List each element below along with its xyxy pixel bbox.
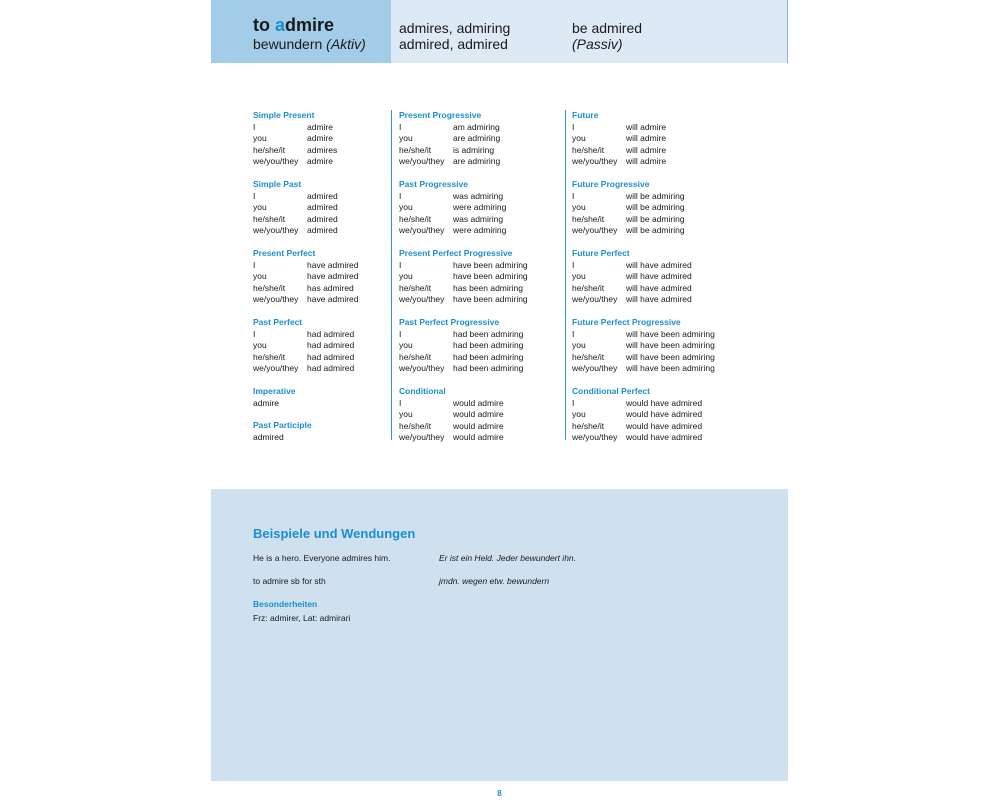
pronoun: we/you/they [572, 363, 618, 373]
conjugation-row [572, 133, 742, 145]
tense-title: Future Progressive [572, 179, 650, 189]
verb-form: will admire [626, 121, 667, 132]
conjugation-row [572, 432, 742, 444]
pronoun: he/she/it [572, 351, 605, 362]
verb-form: had been admiring [453, 340, 524, 350]
infinitive-highlight: a [275, 15, 286, 35]
verb-form: had admired [307, 363, 355, 373]
pronoun: I [572, 190, 575, 201]
pronoun: you [572, 409, 586, 419]
pronoun: he/she/it [253, 282, 286, 293]
conjugation-row [399, 294, 559, 306]
verb-form: will admire [626, 144, 667, 155]
verb-form: will be admiring [626, 225, 685, 235]
conjugation-row [572, 202, 742, 214]
verb-form: will have admired [626, 259, 692, 270]
tense-block [399, 179, 559, 248]
pronoun: he/she/it [253, 213, 286, 224]
conjugation-row [399, 409, 559, 421]
tense-title: Future [572, 110, 599, 120]
conjugation-row [572, 398, 742, 410]
pronoun: you [399, 271, 413, 281]
verb-form: will be admiring [626, 190, 685, 201]
pronoun: he/she/it [572, 420, 605, 431]
conjugation-row [399, 329, 559, 341]
tense-title: Future Perfect [572, 248, 630, 258]
conjugation-row [399, 352, 559, 364]
tense-block [572, 317, 742, 386]
conjugation-row [572, 283, 742, 295]
besonderheiten-title: Besonderheiten [253, 599, 318, 609]
pronoun: he/she/it [399, 144, 432, 155]
pronoun: we/you/they [399, 432, 445, 442]
verb-form: had been admiring [453, 351, 524, 362]
tense-title: Simple Past [253, 179, 302, 189]
passive-line2: (Passiv) [572, 36, 623, 52]
conjugation-row [253, 156, 383, 168]
conjugation-row [253, 340, 383, 352]
pronoun: we/you/they [572, 156, 618, 166]
pronoun: we/you/they [572, 294, 618, 304]
conjugation-row [399, 214, 559, 226]
tense-title: Present Progressive [399, 110, 482, 120]
verb-form: was admiring [453, 213, 504, 224]
conjugation-row [253, 145, 383, 157]
conjugation-row [572, 352, 742, 364]
examples-box [211, 489, 788, 781]
conjugation-row [572, 294, 742, 306]
imperative-title: Imperative [253, 386, 296, 396]
conjugation-row [253, 133, 383, 145]
translation-word: bewundern [253, 36, 323, 52]
tense-column-1 [253, 110, 383, 454]
column-divider [565, 110, 566, 440]
example-english: He is a hero. Everyone admires him. [253, 553, 391, 563]
passive-forms [572, 20, 642, 52]
verb-form: have been admiring [453, 259, 528, 270]
conjugation-row [572, 260, 742, 272]
pronoun: we/you/they [399, 156, 445, 166]
pronoun: you [572, 133, 586, 143]
pronoun: he/she/it [399, 282, 432, 293]
pronoun: he/she/it [253, 144, 286, 155]
conjugation-row [399, 283, 559, 295]
conjugation-row [253, 363, 383, 375]
pronoun: you [572, 202, 586, 212]
passive-line1: be admired [572, 20, 643, 36]
conjugation-row [572, 421, 742, 433]
pronoun: you [399, 409, 413, 419]
conjugation-row [253, 191, 383, 203]
tense-column-3 [572, 110, 742, 455]
column-divider [391, 110, 392, 440]
verb-form: will have been admiring [626, 351, 715, 362]
tense-title: Past Progressive [399, 179, 468, 189]
conjugation-row [399, 156, 559, 168]
pronoun: we/you/they [572, 225, 618, 235]
header-edge-line [787, 0, 788, 63]
verb-forms-line1: admires, admiring [399, 20, 511, 36]
pronoun: he/she/it [572, 144, 605, 155]
pronoun: you [572, 340, 586, 350]
conjugation-row [253, 271, 383, 283]
conjugation-row [572, 409, 742, 421]
verb-form: admired [307, 225, 338, 235]
verb-form: has been admiring [453, 282, 523, 293]
example-german: jmdn. wegen etw. bewundern [439, 576, 550, 586]
verb-form: have admired [307, 294, 359, 304]
pronoun: we/you/they [253, 225, 299, 235]
translation-mode: (Aktiv) [326, 36, 366, 52]
verb-form: had been admiring [453, 363, 524, 373]
verb-form: had admired [307, 328, 355, 339]
example-german: Er ist ein Held. Jeder bewundert ihn. [439, 553, 577, 563]
conjugation-row [572, 145, 742, 157]
infinitive-rest: dmire [285, 15, 335, 35]
conjugation-row [399, 145, 559, 157]
tense-block [399, 386, 559, 455]
conjugation-row [253, 260, 383, 272]
pronoun: you [399, 202, 413, 212]
infinitive-prefix: to [253, 15, 275, 35]
page-number: 8 [497, 789, 502, 798]
conjugation-row [399, 398, 559, 410]
pronoun: I [572, 328, 575, 339]
verb-form: would have admired [626, 432, 703, 442]
conjugation-row [572, 191, 742, 203]
tense-block [253, 179, 383, 248]
verb-form: is admiring [453, 144, 495, 155]
verb-form: had been admiring [453, 328, 524, 339]
verb-form: admires [307, 144, 338, 155]
pronoun: you [253, 340, 267, 350]
tense-title: Past Perfect [253, 317, 303, 327]
conjugation-row [572, 329, 742, 341]
conjugation-row [399, 260, 559, 272]
conjugation-row [572, 271, 742, 283]
conjugation-row [399, 271, 559, 283]
conjugation-row [253, 352, 383, 364]
pronoun: we/you/they [399, 225, 445, 235]
pronoun: he/she/it [572, 282, 605, 293]
verb-form: will admire [626, 133, 667, 143]
past-participle-block [253, 420, 383, 454]
past-participle-title: Past Participle [253, 420, 312, 430]
besonderheiten-text: Frz: admirer, Lat: admirari [253, 613, 351, 623]
pronoun: he/she/it [253, 351, 286, 362]
translation [253, 36, 366, 52]
tense-block [399, 248, 559, 317]
pronoun: I [399, 121, 402, 132]
conjugation-row [399, 202, 559, 214]
verb-form: admire [307, 156, 333, 166]
pronoun: I [253, 328, 256, 339]
example-english: to admire sb for sth [253, 576, 326, 586]
conjugation-row [399, 432, 559, 444]
tense-title: Conditional [399, 386, 446, 396]
verb-form: will have been admiring [626, 363, 715, 373]
pronoun: I [399, 397, 402, 408]
pronoun: he/she/it [399, 213, 432, 224]
pronoun: I [253, 190, 256, 201]
pronoun: we/you/they [399, 294, 445, 304]
infinitive [253, 15, 334, 36]
verb-form: admired [307, 213, 338, 224]
conjugation-row [399, 363, 559, 375]
verb-form: have been admiring [453, 294, 528, 304]
pronoun: we/you/they [572, 432, 618, 442]
tense-title: Past Perfect Progressive [399, 317, 500, 327]
conjugation-row [253, 202, 383, 214]
pronoun: I [572, 397, 575, 408]
conjugation-row [572, 214, 742, 226]
verb-form: were admiring [453, 202, 507, 212]
pronoun: he/she/it [399, 351, 432, 362]
verb-forms [399, 20, 510, 52]
conjugation-row [399, 133, 559, 145]
tense-block [399, 317, 559, 386]
verb-form: would have admired [626, 420, 703, 431]
verb-form: are admiring [453, 156, 501, 166]
conjugation-row [572, 156, 742, 168]
pronoun: you [253, 202, 267, 212]
tense-block [253, 248, 383, 317]
verb-form: have admired [307, 259, 359, 270]
conjugation-row [572, 363, 742, 375]
conjugation-row [572, 225, 742, 237]
pronoun: you [399, 340, 413, 350]
verb-form: has admired [307, 282, 354, 293]
verb-form: admire [307, 121, 333, 132]
conjugation-row [399, 340, 559, 352]
tense-block [253, 110, 383, 179]
pronoun: you [572, 271, 586, 281]
conjugation-row [572, 340, 742, 352]
pronoun: we/you/they [399, 363, 445, 373]
verb-form: will have admired [626, 282, 692, 293]
imperative-value: admire [253, 397, 279, 408]
conjugation-row [399, 421, 559, 433]
verb-form: would have admired [626, 397, 703, 408]
examples-title: Beispiele und Wendungen [253, 526, 416, 541]
verb-form: admired [307, 190, 338, 201]
conjugation-row [253, 225, 383, 237]
conjugation-row [253, 329, 383, 341]
tense-title: Simple Present [253, 110, 315, 120]
verb-form: will have been admiring [626, 340, 715, 350]
tense-block [572, 110, 742, 179]
verb-forms-line2: admired, admired [399, 36, 508, 52]
pronoun: I [572, 259, 575, 270]
pronoun: you [253, 271, 267, 281]
verb-form: have been admiring [453, 271, 528, 281]
conjugation-row [399, 122, 559, 134]
verb-form: would admire [453, 397, 504, 408]
verb-form: was admiring [453, 190, 504, 201]
conjugation-row [399, 225, 559, 237]
imperative-block [253, 386, 383, 420]
pronoun: you [253, 133, 267, 143]
verb-form: have admired [307, 271, 359, 281]
pronoun: I [572, 121, 575, 132]
tense-title: Future Perfect Progressive [572, 317, 681, 327]
verb-header [211, 0, 788, 63]
verb-form: will have admired [626, 294, 692, 304]
pronoun: I [399, 190, 402, 201]
pronoun: I [399, 259, 402, 270]
conjugation-row [253, 283, 383, 295]
conjugation-row [572, 122, 742, 134]
verb-form: had admired [307, 351, 355, 362]
pronoun: he/she/it [572, 213, 605, 224]
tense-block [399, 110, 559, 179]
verb-form: will be admiring [626, 213, 685, 224]
verb-form: admired [307, 202, 338, 212]
conjugation-row [253, 122, 383, 134]
pronoun: I [399, 328, 402, 339]
pronoun: we/you/they [253, 156, 299, 166]
tense-block [572, 179, 742, 248]
verb-form: had admired [307, 340, 355, 350]
pronoun: we/you/they [253, 294, 299, 304]
verb-form: would have admired [626, 409, 703, 419]
conjugation-row [253, 294, 383, 306]
verb-form: will have been admiring [626, 328, 715, 339]
tense-title: Present Perfect [253, 248, 316, 258]
verb-form: would admire [453, 420, 504, 431]
pronoun: I [253, 121, 256, 132]
verb-form: will admire [626, 156, 667, 166]
verb-form: will have admired [626, 271, 692, 281]
tense-column-2 [399, 110, 559, 455]
verb-form: am admiring [453, 121, 500, 132]
verb-form: are admiring [453, 133, 501, 143]
pronoun: he/she/it [399, 420, 432, 431]
conjugation-row [399, 191, 559, 203]
tense-block [572, 386, 742, 455]
tense-title: Present Perfect Progressive [399, 248, 513, 258]
past-participle-value: admired [253, 431, 284, 442]
page [211, 0, 788, 800]
pronoun: you [399, 133, 413, 143]
pronoun: we/you/they [253, 363, 299, 373]
tense-block [572, 248, 742, 317]
verb-form: will be admiring [626, 202, 685, 212]
tense-title: Conditional Perfect [572, 386, 650, 396]
verb-form: would admire [453, 432, 504, 442]
verb-form: were admiring [453, 225, 507, 235]
tense-block [253, 317, 383, 386]
verb-form: would admire [453, 409, 504, 419]
conjugation-row [253, 214, 383, 226]
verb-form: admire [307, 133, 333, 143]
pronoun: I [253, 259, 256, 270]
